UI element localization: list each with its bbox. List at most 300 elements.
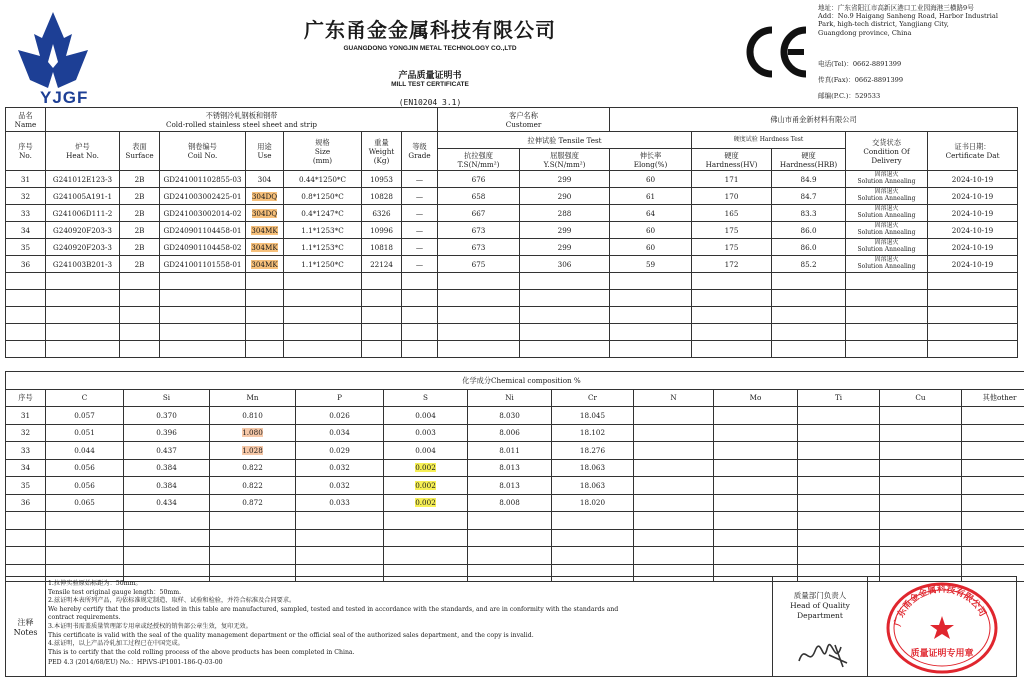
chem-cell	[384, 529, 468, 547]
chem-cell	[962, 407, 1024, 425]
cell-hrb: 86.0	[772, 222, 846, 239]
cell-surface	[120, 324, 160, 341]
cell-use	[246, 307, 284, 324]
chem-cell: 0.810	[210, 407, 296, 425]
cell-no	[6, 273, 46, 290]
logo-text: YJGF	[40, 88, 89, 107]
notes-section	[5, 576, 1017, 677]
chem-cell	[962, 512, 1024, 530]
product-name: 不锈钢冷轧钢板和钢带 Cold-rolled stainless steel sheet and strip	[46, 108, 438, 132]
col-use: 用途 Use	[246, 132, 284, 171]
name-label: 品名 Name	[6, 108, 46, 132]
cell-weight	[362, 341, 402, 358]
cell-surface: 2B	[120, 222, 160, 239]
chem-cell	[880, 547, 962, 565]
company-postcode: 邮编(P.C.)：529533	[818, 92, 881, 100]
cell-size	[284, 341, 362, 358]
col-size: 规格 Size (mm)	[284, 132, 362, 171]
note-line: This certificate is valid with the seal of the quality management department or the official seal of the authorized sales department, and the copy is invalid.	[48, 631, 534, 639]
cell-ys	[520, 324, 610, 341]
mechanical-rows	[6, 171, 1018, 358]
chem-cell	[962, 459, 1024, 477]
chem-cell	[798, 477, 880, 495]
cell-date: 2024-10-19	[928, 239, 1018, 256]
chem-cell: 0.396	[124, 424, 210, 442]
chem-cell	[634, 442, 714, 460]
note-line: PED 4.3 (2014/68/EU) No.：HPiVS-iP1001-186-Q-03-00	[48, 659, 223, 667]
chem-cell: 8.006	[468, 424, 552, 442]
cell-surface	[120, 273, 160, 290]
cell-size	[284, 290, 362, 307]
cell-elong	[610, 273, 692, 290]
chem-col-header: Mo	[714, 389, 798, 407]
cell-hrb: 83.3	[772, 205, 846, 222]
cell-ys	[520, 307, 610, 324]
col-no: 序号 No.	[6, 132, 46, 171]
chem-cell: 0.057	[46, 407, 124, 425]
use-highlight: 304MK	[251, 259, 278, 269]
cell-grade	[402, 290, 438, 307]
cell-size: 0.8*1250*C	[284, 188, 362, 205]
cell-elong	[610, 307, 692, 324]
cell-elong	[610, 341, 692, 358]
cell-use	[246, 205, 284, 222]
chem-cell	[296, 512, 384, 530]
table-row	[6, 273, 1018, 290]
table-row	[6, 188, 1018, 205]
chem-cell: 0.051	[46, 424, 124, 442]
cell-date: 2024-10-19	[928, 188, 1018, 205]
cell-heat	[46, 341, 120, 358]
cell-ys	[520, 290, 610, 307]
cell-hrb	[772, 290, 846, 307]
cell-coil: GD240901104458-02	[160, 239, 246, 256]
chem-cell: 0.004	[384, 442, 468, 460]
cell-elong: 60	[610, 171, 692, 188]
chem-cell: 0.384	[124, 477, 210, 495]
chem-cell: 0.032	[296, 477, 384, 495]
cell-no	[6, 290, 46, 307]
cell-coil: GD241001102855-03	[160, 171, 246, 188]
table-row	[6, 256, 1018, 273]
cell-heat	[46, 324, 120, 341]
cell-use: 304	[246, 171, 284, 188]
chem-col-header: C	[46, 389, 124, 407]
note-line: This is to certify that the cold rolling process of the above products has been completed in China.	[48, 648, 355, 656]
col-weight: 重量 Weight (Kg)	[362, 132, 402, 171]
cell-date	[928, 341, 1018, 358]
cell-date: 2024-10-19	[928, 256, 1018, 273]
table-row	[6, 442, 1024, 460]
cell-hv	[692, 307, 772, 324]
cell-elong	[610, 324, 692, 341]
chem-cell	[714, 547, 798, 565]
col-ys: 屈服强度 Y.S(N/mm²)	[520, 149, 610, 171]
chem-cell	[210, 512, 296, 530]
address-line: Guangdong province, China	[818, 28, 912, 37]
cell-hv: 175	[692, 222, 772, 239]
use-highlight: 304DQ	[251, 208, 278, 218]
quality-head-cn: 质量部门负责人	[793, 591, 847, 600]
col-hv: 硬度 Hardness(HV)	[692, 149, 772, 171]
cell-use	[246, 341, 284, 358]
chem-cell: 0.065	[46, 494, 124, 512]
chem-cell: 1.080	[210, 424, 296, 442]
cell-heat: G241006D111-2	[46, 205, 120, 222]
cell-weight: 10953	[362, 171, 402, 188]
cell-elong: 60	[610, 222, 692, 239]
cell-delivery: 固溶退火 Solution Annealing	[846, 188, 928, 205]
cell-delivery	[846, 324, 928, 341]
chem-cell	[6, 547, 46, 565]
cell-weight: 10996	[362, 222, 402, 239]
cell-elong: 60	[610, 239, 692, 256]
cell-ts	[438, 324, 520, 341]
cell-use	[246, 273, 284, 290]
use-highlight: 304DQ	[251, 191, 278, 201]
cell-hv: 175	[692, 239, 772, 256]
company-tel: 电话(Tel)：0662-8891399	[818, 60, 902, 68]
chem-cell	[962, 442, 1024, 460]
note-line: We hereby certify that the products listed in this table are manufactured, sampled, tested and tested in accordance with the standards, and are in conformity with the standards and	[48, 605, 619, 613]
cell-surface	[120, 290, 160, 307]
certificate-title-cn: 产品质量证明书	[398, 71, 462, 81]
cell-surface: 2B	[120, 205, 160, 222]
cell-heat: G240920F203-3	[46, 222, 120, 239]
chem-cell	[714, 459, 798, 477]
chem-cell	[46, 512, 124, 530]
chem-cell	[46, 547, 124, 565]
chem-cell	[880, 477, 962, 495]
table-row	[6, 494, 1024, 512]
cell-no: 32	[6, 188, 46, 205]
chem-cell	[962, 494, 1024, 512]
cell-ys: 299	[520, 239, 610, 256]
chem-cell: 18.063	[552, 459, 634, 477]
chemical-composition-table	[5, 371, 1024, 582]
chem-cell: 36	[6, 494, 46, 512]
chem-cell	[714, 494, 798, 512]
cell-grade: —	[402, 256, 438, 273]
cell-ys: 306	[520, 256, 610, 273]
col-grade: 等级 Grade	[402, 132, 438, 171]
cell-delivery: 固溶退火 Solution Annealing	[846, 222, 928, 239]
cell-coil	[160, 290, 246, 307]
cell-size: 1.1*1253*C	[284, 222, 362, 239]
chem-cell: 0.029	[296, 442, 384, 460]
chem-cell: 0.033	[296, 494, 384, 512]
table-row	[6, 239, 1018, 256]
cell-coil	[160, 273, 246, 290]
hardness-test-header: 硬度试验 Hardness Test	[692, 132, 846, 149]
cell-use	[246, 188, 284, 205]
table-row	[6, 459, 1024, 477]
cell-elong	[610, 290, 692, 307]
seal-bottom-text: 质量证明专用章	[910, 649, 974, 659]
table-row	[6, 547, 1024, 565]
table-row	[6, 529, 1024, 547]
cell-ts	[438, 273, 520, 290]
chem-cell: 0.437	[124, 442, 210, 460]
chem-cell: 1.028	[210, 442, 296, 460]
cell-ts	[438, 341, 520, 358]
chem-cell	[124, 547, 210, 565]
chem-cell	[714, 442, 798, 460]
table-row	[6, 324, 1018, 341]
chem-cell	[962, 529, 1024, 547]
table-row	[6, 222, 1018, 239]
note-line: Tensile test original gauge length：50mm.	[48, 588, 182, 596]
cell-date	[928, 324, 1018, 341]
cell-size	[284, 324, 362, 341]
cell-ts	[438, 290, 520, 307]
cell-grade: —	[402, 188, 438, 205]
cell-coil: GD241001101558-01	[160, 256, 246, 273]
cell-use	[246, 256, 284, 273]
cell-delivery	[846, 307, 928, 324]
chem-cell	[296, 529, 384, 547]
cell-ts	[438, 307, 520, 324]
chem-cell	[962, 547, 1024, 565]
quality-head-en2: Department	[797, 611, 843, 620]
table-row	[6, 307, 1018, 324]
chem-cell	[880, 442, 962, 460]
svg-text:广东甬金金属科技有限公司	[891, 583, 989, 629]
cell-size	[284, 307, 362, 324]
chem-cell: 0.822	[210, 477, 296, 495]
cell-no: 36	[6, 256, 46, 273]
cell-hrb: 85.2	[772, 256, 846, 273]
cell-hv: 171	[692, 171, 772, 188]
table-row	[6, 341, 1018, 358]
chem-col-header: Cr	[552, 389, 634, 407]
cell-size: 0.44*1250*C	[284, 171, 362, 188]
chem-cell: 0.434	[124, 494, 210, 512]
chem-cell: 18.063	[552, 477, 634, 495]
chem-cell: 8.013	[468, 459, 552, 477]
cell-delivery: 固溶退火 Solution Annealing	[846, 239, 928, 256]
chem-cell	[798, 442, 880, 460]
chem-cell: 8.030	[468, 407, 552, 425]
chem-cell	[296, 547, 384, 565]
cell-grade	[402, 307, 438, 324]
cell-hv: 165	[692, 205, 772, 222]
chem-cell: 18.276	[552, 442, 634, 460]
use-highlight: 304MK	[251, 225, 278, 235]
cell-ys: 299	[520, 222, 610, 239]
cell-surface: 2B	[120, 188, 160, 205]
chem-cell: 32	[6, 424, 46, 442]
chem-cell	[714, 424, 798, 442]
chem-cell	[210, 529, 296, 547]
chem-col-header: N	[634, 389, 714, 407]
cell-size: 1.1*1253*C	[284, 239, 362, 256]
cell-hrb	[772, 324, 846, 341]
cell-weight: 6326	[362, 205, 402, 222]
cell-use	[246, 239, 284, 256]
cell-grade: —	[402, 239, 438, 256]
chem-cell: 18.045	[552, 407, 634, 425]
chem-cell	[634, 547, 714, 565]
chem-cell	[634, 494, 714, 512]
cell-ts: 673	[438, 239, 520, 256]
cell-heat	[46, 290, 120, 307]
chem-cell	[634, 477, 714, 495]
cell-heat: G241005A191-1	[46, 188, 120, 205]
cell-size	[284, 273, 362, 290]
cell-elong: 59	[610, 256, 692, 273]
cell-delivery: 固溶退火 Solution Annealing	[846, 171, 928, 188]
chem-cell	[384, 512, 468, 530]
chem-cell: 0.056	[46, 477, 124, 495]
cell-coil	[160, 324, 246, 341]
chem-cell	[124, 512, 210, 530]
table-row	[6, 512, 1024, 530]
table-row	[6, 424, 1024, 442]
cell-ts: 667	[438, 205, 520, 222]
cell-heat: G241012E123-3	[46, 171, 120, 188]
cell-no: 34	[6, 222, 46, 239]
cell-heat	[46, 307, 120, 324]
customer-name: 佛山市甬金新材料有限公司	[610, 108, 1018, 132]
chem-cell	[6, 529, 46, 547]
chem-cell	[962, 424, 1024, 442]
chem-cell: 8.008	[468, 494, 552, 512]
col-hrb: 硬度 Hardness(HRB)	[772, 149, 846, 171]
cell-hv	[692, 273, 772, 290]
cell-delivery: 固溶退火 Solution Annealing	[846, 205, 928, 222]
cell-grade	[402, 341, 438, 358]
chem-cell: 33	[6, 442, 46, 460]
company-fax: 传真(Fax)：0662-8891399	[818, 76, 904, 84]
chem-col-header: Cu	[880, 389, 962, 407]
cell-heat: G240920F203-3	[46, 239, 120, 256]
chem-cell	[798, 459, 880, 477]
cell-hrb: 84.9	[772, 171, 846, 188]
address-line: 地址：广东省阳江市高新区港口工业园海港三横路9号	[818, 4, 974, 12]
cell-use	[246, 324, 284, 341]
cell-ys: 299	[520, 171, 610, 188]
chem-col-header: Ti	[798, 389, 880, 407]
cell-delivery	[846, 341, 928, 358]
cell-use	[246, 222, 284, 239]
mechanical-properties-table	[5, 107, 1018, 358]
cell-no: 35	[6, 239, 46, 256]
chemical-header-row	[6, 389, 1024, 407]
cell-date	[928, 290, 1018, 307]
note-line: 4.兹证明，以上产品冷轧加工过程已在中国完成。	[48, 640, 184, 648]
col-heat: 炉号 Heat No.	[46, 132, 120, 171]
cell-hv: 170	[692, 188, 772, 205]
certificate-title-en: MILL TEST CERTIFICATE	[391, 81, 469, 88]
cell-hrb	[772, 307, 846, 324]
cell-date	[928, 273, 1018, 290]
chem-cell: 35	[6, 477, 46, 495]
cell-weight	[362, 290, 402, 307]
chem-col-header: 序号	[6, 389, 46, 407]
cell-size: 0.4*1247*C	[284, 205, 362, 222]
cell-coil	[160, 341, 246, 358]
table-row	[6, 171, 1018, 188]
company-address	[818, 4, 1022, 37]
chem-cell	[468, 529, 552, 547]
chem-cell	[880, 407, 962, 425]
chem-cell: 18.102	[552, 424, 634, 442]
cell-hv	[692, 290, 772, 307]
company-name-cn: 广东甬金金属科技有限公司	[304, 18, 556, 42]
table-row	[6, 290, 1018, 307]
chem-cell	[798, 512, 880, 530]
cell-grade	[402, 324, 438, 341]
cell-surface: 2B	[120, 239, 160, 256]
cell-ys	[520, 341, 610, 358]
chem-cell: 0.822	[210, 459, 296, 477]
cell-coil: GD241003002425-01	[160, 188, 246, 205]
chem-cell	[798, 407, 880, 425]
address-line: Add：No.9 Haigang Sanheng Road, Harbor Industrial	[818, 12, 998, 21]
chem-col-header: S	[384, 389, 468, 407]
chem-cell: 31	[6, 407, 46, 425]
cell-ys: 288	[520, 205, 610, 222]
cell-grade: —	[402, 205, 438, 222]
cell-delivery	[846, 290, 928, 307]
cell-hv	[692, 324, 772, 341]
cell-ts: 676	[438, 171, 520, 188]
chem-cell	[634, 459, 714, 477]
cell-delivery	[846, 273, 928, 290]
chem-cell: 8.013	[468, 477, 552, 495]
chem-col-header: Si	[124, 389, 210, 407]
cell-surface	[120, 307, 160, 324]
chem-cell: 18.020	[552, 494, 634, 512]
chem-cell: 0.002	[384, 459, 468, 477]
chem-cell: 34	[6, 459, 46, 477]
chem-col-header: 其他other	[962, 389, 1024, 407]
customer-label: 客户名称 Customer	[438, 108, 610, 132]
chem-cell: 0.003	[384, 424, 468, 442]
cell-weight: 10828	[362, 188, 402, 205]
cell-weight	[362, 307, 402, 324]
chem-cell: 0.044	[46, 442, 124, 460]
chem-cell	[552, 547, 634, 565]
quality-head-block	[772, 577, 868, 676]
use-highlight: 304MK	[251, 242, 278, 252]
notes-label: 注释 Notes	[6, 577, 46, 676]
chemical-rows	[6, 407, 1024, 582]
col-ts: 抗拉强度 T.S(N/mm²)	[438, 149, 520, 171]
company-name-en: GUANGDONG YONGJIN METAL TECHNOLOGY CO.,LTD	[343, 45, 517, 52]
cell-hv	[692, 341, 772, 358]
cell-no	[6, 341, 46, 358]
chem-cell: 0.026	[296, 407, 384, 425]
note-line: 3.本证明书需盖质量管理部专用章或经授权的销售部公章生效，复印无效。	[48, 622, 252, 630]
chem-cell: 0.002	[384, 494, 468, 512]
tensile-test-header: 拉伸试验 Tensile Test	[438, 132, 692, 149]
chem-cell: 0.004	[384, 407, 468, 425]
chem-cell	[880, 459, 962, 477]
cell-hrb: 84.7	[772, 188, 846, 205]
chem-cell	[634, 424, 714, 442]
cell-no: 31	[6, 171, 46, 188]
chem-cell	[880, 494, 962, 512]
col-delivery: 交货状态 Condition Of Delivery	[846, 132, 928, 171]
cell-ts: 675	[438, 256, 520, 273]
note-line: contract requirements.	[48, 614, 121, 622]
cell-coil: GD240901104458-01	[160, 222, 246, 239]
chem-cell	[384, 547, 468, 565]
cell-surface	[120, 341, 160, 358]
chem-cell: 0.384	[124, 459, 210, 477]
